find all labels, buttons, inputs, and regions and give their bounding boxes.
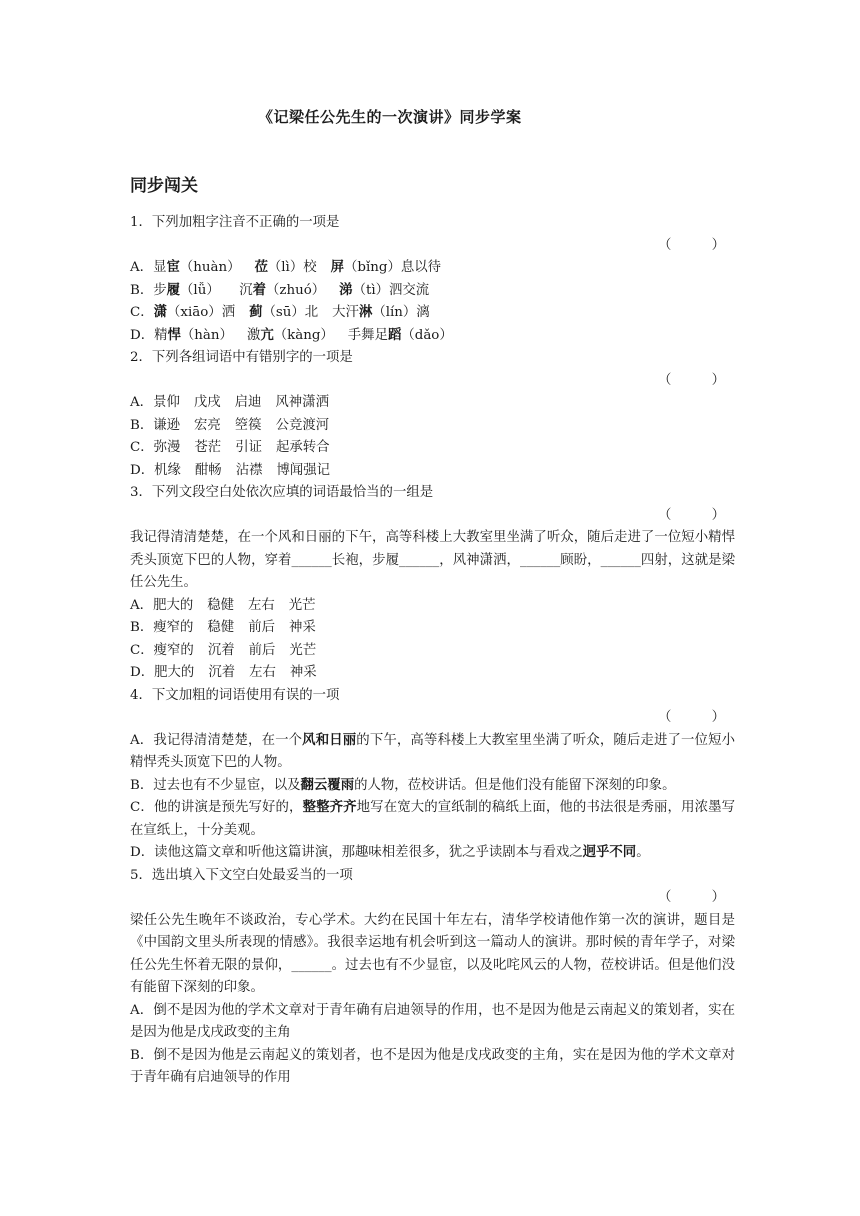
option-text-before: D．读他这篇文章和听他这篇讲演，那趣味相差很多，犹之乎读剧本与看戏之 (130, 845, 583, 860)
option-word: 谦逊 (153, 417, 181, 433)
item-prefix: 沉 (239, 282, 253, 298)
option-word: 神采 (289, 665, 317, 680)
option-item (154, 302, 235, 325)
bold-character: 履 (166, 282, 181, 298)
option-word: 风神潇洒 (275, 395, 329, 410)
option-word: 沉着 (207, 642, 235, 658)
bold-character: 亢 (260, 327, 274, 343)
option-word: 瘦窄的 (153, 620, 194, 635)
question-4-stem: 4．下文加粗的词语使用有误的一项 (130, 687, 340, 703)
question-1-option (130, 257, 735, 280)
option-text-after: 的人物，莅校讲话。但是他们没有能留下深刻的印象。 (354, 777, 676, 793)
option-word: 肥大的 (153, 597, 194, 613)
pinyin-text: （lì）校 (267, 260, 317, 275)
answer-blank-2: （ ） (658, 372, 725, 388)
option-word: 左右 (249, 665, 276, 680)
item-prefix: 大汗 (332, 305, 359, 320)
question-5-option-a: A．倒不是因为他的学术文章对于青年确有启迪领导的作用，也不是因为他是云南起义的策划者，实在是因为他是戊戌政变的主角 (130, 1002, 735, 1040)
question-2-option (130, 460, 735, 483)
question-3-options (130, 595, 735, 685)
option-word: 公竞渡河 (275, 417, 330, 433)
question-3-option (130, 662, 735, 685)
pinyin-text: （zhuó） (266, 282, 326, 298)
option-letter: D． (130, 462, 155, 478)
option-word: 光芒 (289, 642, 317, 658)
option-letter: B． (130, 417, 154, 433)
option-letter: A． (130, 395, 154, 410)
question-3-option (130, 617, 735, 640)
option-word: 瘦窄的 (153, 642, 194, 658)
option-letter: D． (130, 327, 155, 343)
option-text-before: B．过去也有不少显宦，以及 (130, 777, 301, 793)
question-4-option (130, 775, 735, 798)
option-item (249, 302, 318, 325)
option-text-before: C．他的讲演是预先写好的， (130, 800, 303, 815)
pinyin-text: （huàn） (179, 260, 241, 275)
option-item (254, 257, 316, 280)
question-4-option (130, 797, 735, 842)
bold-phrase: 翻云覆雨 (300, 777, 355, 793)
bold-character: 蓟 (249, 305, 263, 320)
option-word: 苍茫 (194, 440, 222, 455)
pinyin-text: （sū）北 (262, 305, 319, 320)
option-letter: A． (130, 260, 154, 275)
option-word: 稳健 (207, 597, 235, 613)
question-2-option (130, 437, 735, 460)
option-word: 景仰 (153, 395, 180, 410)
question-3-passage: 我记得清清楚楚，在一个风和日丽的下午，高等科楼上大教室里坐满了听众，随后走进了一位短小精悍秃头顶宽下巴的人物，穿着______长袍，步履______，风神潇洒，______顾盼，______四射，这就是梁任公先生。 (130, 530, 735, 590)
pinyin-text: （bǐng）息以待 (344, 260, 442, 275)
answer-blank-5: （ ） (658, 890, 725, 905)
option-text-before: A．我记得清清楚楚，在一个 (130, 732, 303, 748)
option-item (247, 325, 334, 348)
pinyin-text: （lǚ） (180, 282, 220, 298)
question-2-option (130, 392, 735, 415)
option-letter: B． (130, 282, 154, 298)
option-item (153, 257, 240, 280)
question-2-options (130, 392, 735, 482)
option-word: 戊戌 (193, 395, 221, 410)
bold-character: 着 (252, 282, 267, 298)
option-item (348, 325, 453, 348)
option-word: 机缘 (154, 462, 181, 478)
option-word: 光芒 (288, 597, 316, 613)
option-word: 稳健 (207, 620, 235, 635)
option-word: 前后 (248, 620, 275, 635)
bold-phrase: 风和日丽 (302, 732, 357, 748)
question-1-option (130, 280, 735, 303)
option-letter: C． (130, 305, 154, 320)
question-1-option (130, 325, 735, 348)
bold-character: 宦 (166, 260, 180, 275)
option-word: 前后 (248, 642, 276, 658)
answer-blank-1: （ ） (658, 237, 725, 253)
option-word: 弥漫 (153, 440, 181, 455)
pinyin-text: （xiāo）洒 (167, 305, 236, 320)
pinyin-text: （kàng） (273, 327, 334, 343)
item-prefix: 手舞足 (347, 327, 388, 343)
option-item (332, 302, 430, 325)
section-heading: 同步闯关 (130, 176, 198, 196)
option-item (153, 280, 225, 303)
option-word: 引证 (235, 440, 262, 455)
option-letter: B． (130, 620, 154, 635)
item-prefix: 激 (246, 327, 261, 343)
option-word: 肥大的 (154, 665, 195, 680)
bold-character: 潇 (153, 305, 168, 320)
pinyin-text: （tì）泗交流 (352, 282, 430, 298)
question-5-passage: 梁任公先生晚年不谈政治，专心学术。大约在民国十年左右，清华学校请他作第一次的演讲，题目是《中国韵文里头所表现的情感》。我很幸运地有机会听到这一篇动人的演讲。那时候的青年学子，对梁任公先生怀着无限的景仰，______。过去也有不少显宦，以及叱咤风云的人物，莅校讲话。但是他们没有能留下深刻的印象。 (130, 912, 735, 995)
item-prefix: 精 (154, 327, 168, 343)
bold-character: 悍 (167, 327, 181, 343)
pinyin-text: （dǎo） (401, 327, 453, 343)
page-title: 《记梁任公先生的一次演讲》同步学案 (258, 108, 522, 126)
bold-character: 淋 (358, 305, 373, 320)
option-word: 酣畅 (194, 462, 222, 478)
pinyin-text: （lín）漓 (372, 305, 430, 320)
option-item (339, 280, 429, 303)
option-word: 神采 (288, 620, 316, 635)
answer-blank-4: （ ） (658, 710, 725, 725)
bold-character: 莅 (254, 260, 268, 275)
bold-character: 蹈 (387, 327, 402, 343)
question-4-option (130, 730, 735, 775)
option-item (239, 280, 325, 303)
option-text-after: 。 (636, 845, 650, 860)
question-3-stem: 3．下列文段空白处依次应填的词语最恰当的一组是 (130, 485, 434, 500)
option-word: 博闻强记 (276, 462, 331, 478)
question-4-options (130, 730, 735, 865)
option-text-after: 地写在宽大的宣纸制的稿纸上面，他的书法很是秀丽，用浓墨写在宣纸上，十分美观。 (130, 800, 736, 838)
option-letter: C． (130, 642, 154, 658)
pinyin-text: （hàn） (180, 327, 233, 343)
question-5-stem: 5．选出填入下文空白处最妥当的一项 (130, 867, 353, 883)
option-item (331, 257, 441, 280)
question-3-option (130, 640, 735, 663)
bold-phrase: 整整齐齐 (302, 800, 357, 815)
answer-blank-3: （ ） (658, 507, 725, 523)
item-prefix: 步 (153, 282, 167, 298)
bold-character: 屏 (330, 260, 345, 275)
question-1-options (130, 257, 735, 347)
option-letter: D． (130, 665, 155, 680)
question-1-option (130, 302, 735, 325)
question-3-option (130, 595, 735, 618)
option-word: 箜篌 (234, 417, 262, 433)
option-word: 宏亮 (194, 417, 221, 433)
option-word: 沾襟 (235, 462, 263, 478)
question-4-option (130, 842, 735, 865)
item-prefix: 显 (153, 260, 167, 275)
bold-character: 涕 (339, 282, 353, 298)
question-1-stem: 1．下列加粗字注音不正确的一项是 (130, 215, 340, 230)
option-letter: A． (130, 597, 154, 613)
option-word: 沉着 (208, 665, 236, 680)
option-letter: C． (130, 440, 154, 455)
question-list (130, 212, 735, 1090)
bold-phrase: 迥乎不同 (582, 845, 637, 860)
question-2-option (130, 415, 735, 438)
option-item (154, 325, 233, 348)
option-word: 启迪 (234, 395, 262, 410)
question-2-stem: 2．下列各组词语中有错别字的一项是 (130, 350, 353, 365)
option-word: 起承转合 (275, 440, 330, 455)
option-word: 左右 (248, 597, 275, 613)
question-5-option-b: B．倒不是因为他是云南起义的策划者，也不是因为他是戊戌政变的主角，实在是因为他的学术文章对于青年确有启迪领导的作用 (130, 1047, 735, 1085)
option-text-after: 的下午，高等科楼上大教室里坐满了听众，随后走进了一位短小精悍秃头顶宽下巴的人物。 (130, 732, 736, 770)
